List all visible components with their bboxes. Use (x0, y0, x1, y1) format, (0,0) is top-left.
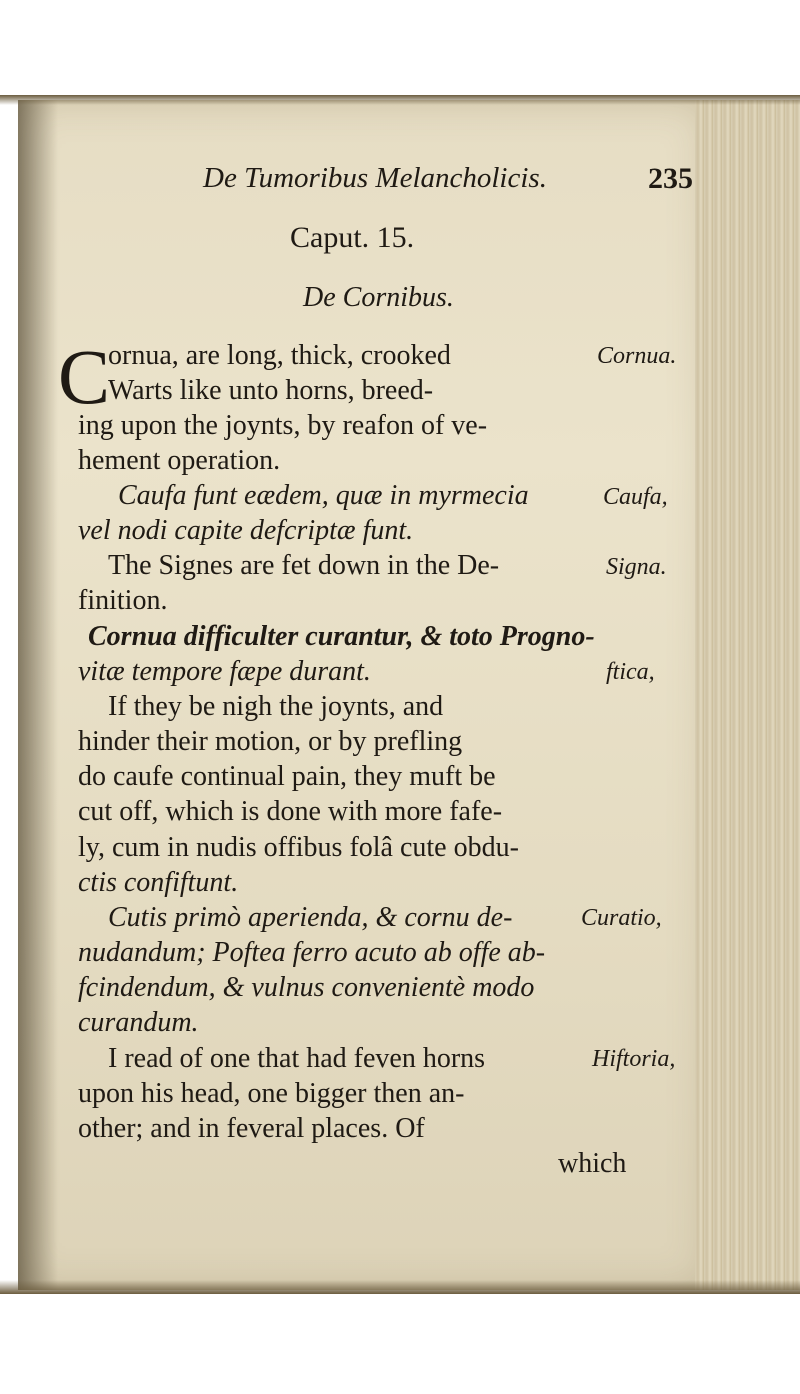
body-line: hinder their motion, or by prefling (78, 726, 463, 757)
catchword: which (558, 1148, 627, 1179)
drop-capital: C (58, 333, 111, 420)
body-line: upon his head, one bigger then an- (78, 1078, 465, 1109)
body-line: vitæ tempore fæpe durant. (78, 656, 371, 687)
body-line: If they be nigh the joynts, and (108, 691, 444, 722)
margin-note-prognostica: ftica, (606, 659, 655, 685)
page-number: 235 (648, 162, 693, 195)
body-line: do caufe continual pain, they muft be (78, 761, 496, 792)
body-line: Caufa funt eædem, quæ in myrmecia (118, 480, 529, 511)
top-shadow (0, 95, 800, 105)
margin-note-cornua: Cornua. (597, 343, 677, 369)
body-line: ornua, are long, thick, crooked (108, 340, 451, 371)
chapter-title: De Cornibus. (303, 282, 454, 313)
body-line: cut off, which is done with more fafe- (78, 796, 503, 827)
body-line: finition. (78, 585, 168, 616)
body-line: ctis confiftunt. (78, 867, 239, 898)
binding-gutter (18, 100, 58, 1290)
page-edges (695, 100, 800, 1290)
body-line: ing upon the joynts, by reafon of ve- (78, 410, 488, 441)
body-line: other; and in feveral places. Of (78, 1113, 425, 1144)
body-line: ly, cum in nudis offibus folâ cute obdu- (78, 832, 519, 863)
body-line: curandum. (78, 1007, 199, 1038)
body-line: I read of one that had feven horns (108, 1043, 486, 1074)
margin-note-curatio: Curatio, (581, 905, 662, 931)
bottom-shadow (0, 1280, 800, 1294)
chapter-number: Caput. 15. (290, 221, 415, 254)
body-line: vel nodi capite defcriptæ funt. (78, 515, 414, 546)
body-line: nudandum; Poftea ferro acuto ab offe ab- (78, 937, 546, 968)
body-line: fcindendum, & vulnus convenientè modo (78, 972, 535, 1003)
body-line: Cutis primò aperienda, & cornu de- (108, 902, 513, 933)
margin-note-historia: Hiftoria, (592, 1046, 676, 1072)
margin-note-signa: Signa. (606, 554, 667, 580)
body-line: Warts like unto horns, breed- (108, 375, 434, 406)
body-line: The Signes are fet down in the De- (108, 550, 500, 581)
margin-note-caufa: Caufa, (603, 484, 668, 510)
body-line: hement operation. (78, 445, 281, 476)
body-line: Cornua difficulter curantur, & toto Progno- (88, 621, 595, 652)
running-title: De Tumoribus Melancholicis. (203, 162, 547, 194)
